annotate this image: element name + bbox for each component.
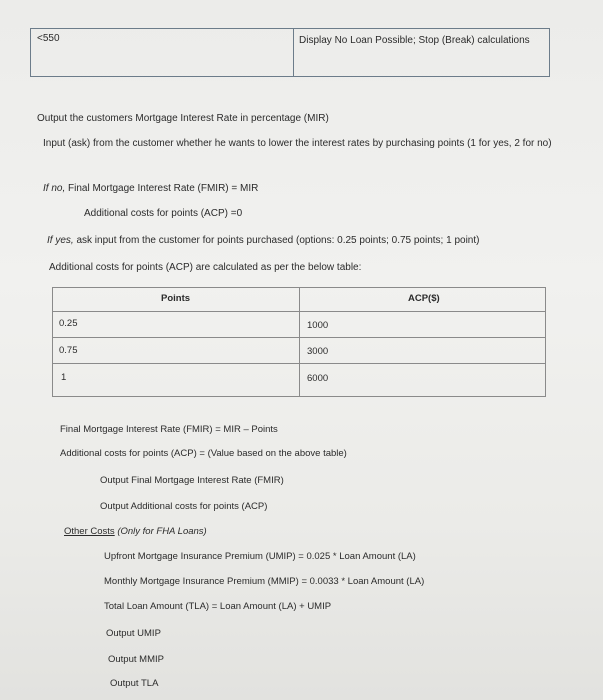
tla-formula: Total Loan Amount (TLA) = Loan Amount (LA) + UMIP [104,601,332,612]
input-ask-line: Input (ask) from the customer whether he wants to lower the interest rates by purchasing points (1 for yes, 2 for no) [43,138,552,149]
mmip-formula: Monthly Mortgage Insurance Premium (MMIP) = 0.0033 * Loan Amount (LA) [104,576,425,587]
other-costs-line [64,524,207,539]
if-yes-text: ask input from the customer for points purchased (options: 0.25 points; 0.75 points; 1 point) [73,235,480,246]
table-cell: 0.25 [59,318,78,329]
table-cell: 3000 [307,346,329,357]
output-tla: Output TLA [110,678,159,689]
if-yes-line [47,233,479,248]
if-yes-label: If yes, [47,235,74,246]
table-cell: 6000 [307,373,329,384]
output-acp: Output Additional costs for points (ACP) [100,501,268,512]
condition-cell: <550 [37,33,60,44]
table-cell: 1000 [307,320,329,331]
table-cell: 0.75 [59,345,78,356]
points-table [52,287,546,397]
acp-formula: Additional costs for points (ACP) = (Value based on the above table) [60,448,347,459]
table-divider [293,29,294,76]
if-no-text: Final Mortgage Interest Rate (FMIR) = MIR [65,183,259,194]
fmir-formula: Final Mortgage Interest Rate (FMIR) = MIR – Points [60,424,278,435]
output-mir-line: Output the customers Mortgage Interest Rate in percentage (MIR) [37,113,329,124]
output-fmir: Output Final Mortgage Interest Rate (FMIR) [100,475,284,486]
action-cell: Display No Loan Possible; Stop (Break) calculations [299,35,530,46]
table-cell: 1 [61,372,67,383]
header-acp: ACP($) [408,293,440,304]
if-no-label: If no, [43,183,66,194]
table-divider [53,311,545,312]
table-divider [299,288,300,396]
acp-table-intro: Additional costs for points (ACP) are calculated as per the below table: [49,262,362,273]
umip-formula: Upfront Mortgage Insurance Premium (UMIP) = 0.025 * Loan Amount (LA) [104,551,416,562]
table-divider [53,363,545,364]
table-divider [53,337,545,338]
other-costs-note: (Only for FHA Loans) [114,526,207,537]
acp-zero-line: Additional costs for points (ACP) =0 [84,208,243,219]
other-costs-label: Other Costs [64,526,115,537]
output-mmip: Output MMIP [108,654,164,665]
output-umip: Output UMIP [106,628,161,639]
header-points: Points [161,293,191,304]
if-no-line [43,181,258,196]
condition-table [30,28,550,77]
